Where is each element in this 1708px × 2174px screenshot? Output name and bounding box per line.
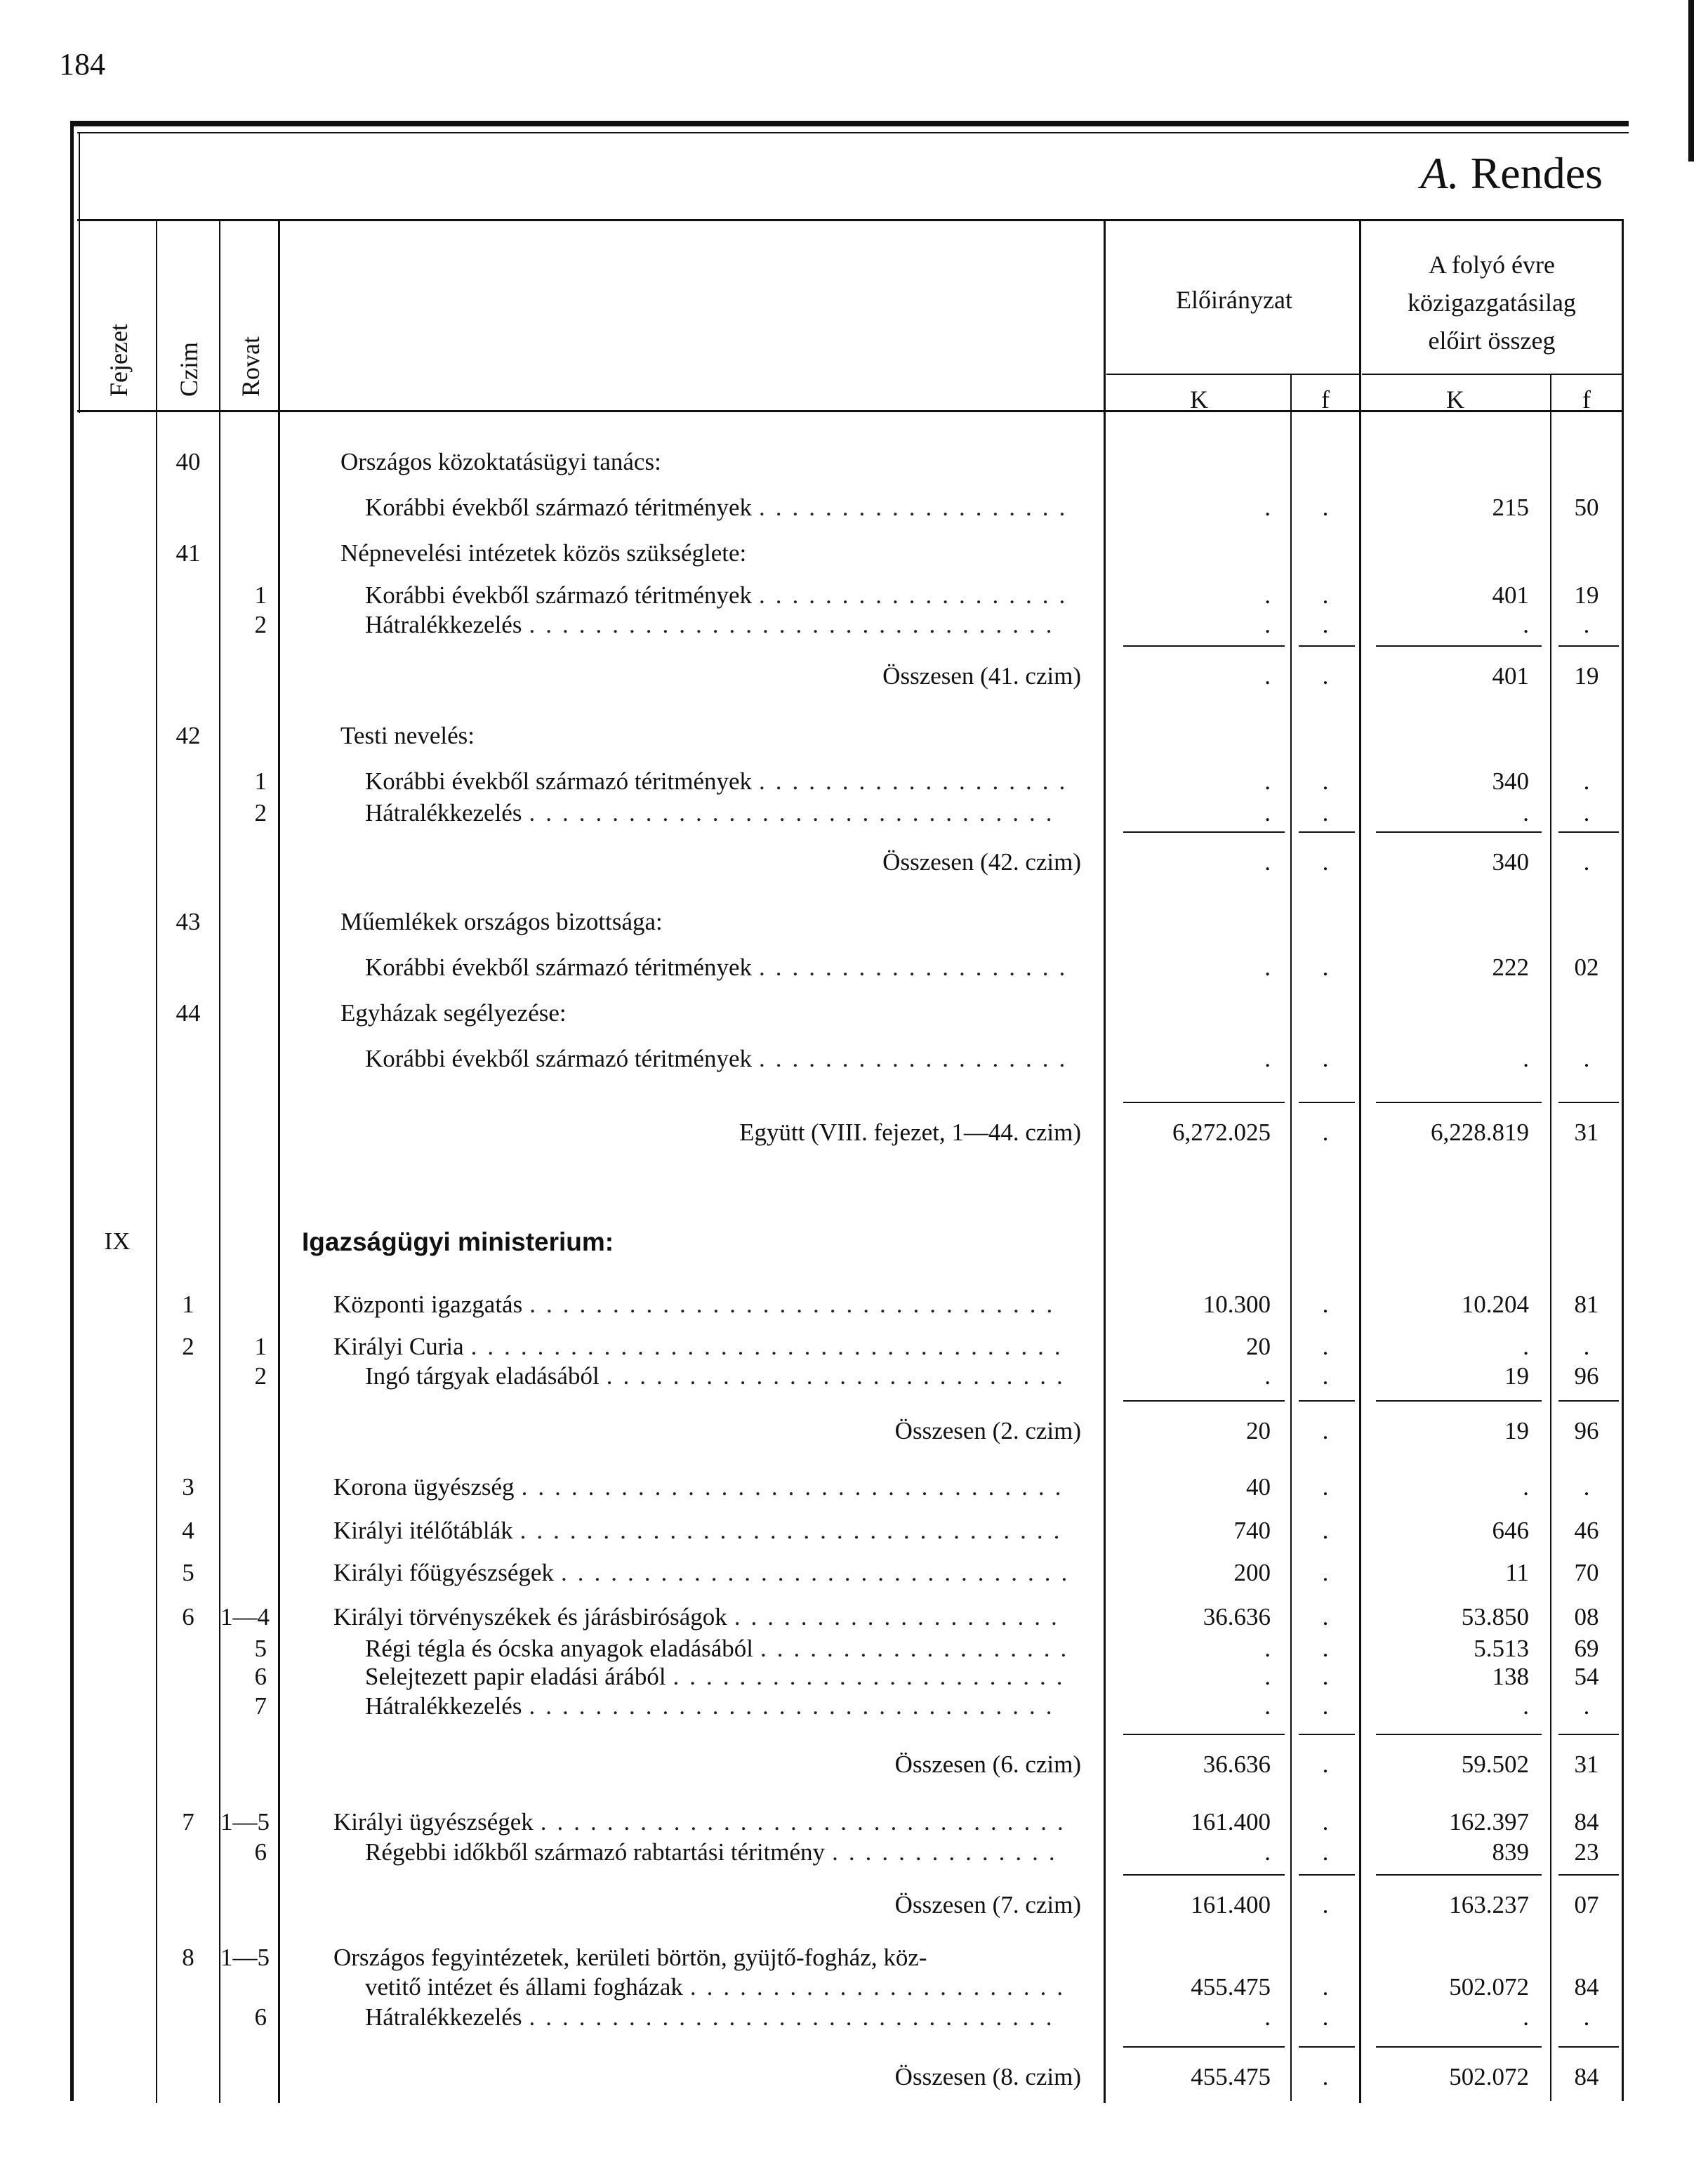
- row-description: Korábbi évekből származó téritmények: [365, 1045, 753, 1072]
- czim-number: 42: [176, 722, 201, 749]
- czim-number: 4: [182, 1517, 194, 1544]
- sum-rule: [1123, 645, 1285, 647]
- total-label: Összesen (42. czim): [882, 848, 1081, 876]
- row-description: Királyi Curia: [333, 1333, 464, 1360]
- eloirt-korona: 162.397: [1449, 1808, 1529, 1836]
- eloiranyzat-korona: 161.400: [1191, 1808, 1271, 1836]
- row-description: Hátralékkezelés: [365, 611, 522, 638]
- eloirt-korona: .: [1523, 1473, 1529, 1501]
- col-line-rovat: [278, 221, 280, 2103]
- leader-dots: ...................: [759, 954, 1076, 981]
- col-line-eloirt-left: [1359, 221, 1361, 2103]
- eloiranyzat-korona: .: [1264, 2003, 1271, 2031]
- leader-dots: ................................: [529, 1291, 1064, 1318]
- page-edge-line: [1688, 0, 1694, 162]
- eloiranyzat-korona: .: [1264, 1362, 1271, 1390]
- header-eloirt-line-1: A folyó évre: [1429, 251, 1555, 279]
- eloiranyzat-filler: .: [1322, 662, 1329, 690]
- eloiranyzat-korona: 161.400: [1191, 1891, 1271, 1918]
- eloirt-korona: .: [1523, 1692, 1529, 1720]
- eloiranyzat-filler: .: [1322, 1417, 1329, 1444]
- eloiranyzat-korona: 36.636: [1203, 1603, 1271, 1630]
- leader-dots: ...............................: [560, 1559, 1078, 1586]
- czim-number: 8: [182, 1944, 194, 1971]
- eloiranyzat-filler: .: [1322, 1119, 1329, 1146]
- eloiranyzat-korona: 20: [1246, 1333, 1271, 1360]
- eloirt-korona: 502.072: [1449, 1973, 1529, 2001]
- total-label: Összesen (41. czim): [882, 662, 1081, 690]
- row-description: Központi igazgatás: [333, 1291, 523, 1318]
- row-description: Régi tégla és ócska anyagok eladásából: [365, 1635, 753, 1662]
- rovat-number: 1—5: [220, 1808, 270, 1836]
- eloirt-filler: .: [1583, 2003, 1590, 2031]
- rovat-number: 5: [254, 1635, 267, 1662]
- eloirt-filler: .: [1583, 611, 1590, 638]
- leader-dots: ................................: [529, 2003, 1063, 2031]
- eloirt-filler: 96: [1574, 1362, 1599, 1390]
- rovat-number: 6: [254, 1838, 267, 1866]
- czim-number: 44: [176, 999, 201, 1027]
- eloirt-korona: 222: [1492, 954, 1529, 981]
- eloirt-filler: 02: [1574, 954, 1599, 981]
- leader-dots: .......................: [689, 1973, 1074, 2001]
- rovat-number: 1—5: [220, 1944, 270, 1971]
- eloiranyzat-korona: .: [1264, 848, 1271, 876]
- section-word: Rendes: [1470, 148, 1603, 198]
- chapter-title: Igazságügyi ministerium:: [302, 1227, 614, 1256]
- row-description: Királyi főügyészségek: [333, 1559, 554, 1586]
- header-czim: Czim: [175, 342, 203, 397]
- eloirt-korona: 53.850: [1461, 1603, 1529, 1630]
- eloirt-korona: 19: [1504, 1362, 1529, 1390]
- unit-rule-right: [1362, 374, 1622, 375]
- eloirt-korona: .: [1523, 611, 1529, 638]
- row-description: Műemlékek országos bizottsága:: [340, 908, 663, 935]
- eloirt-korona: 11: [1505, 1559, 1529, 1586]
- eloiranyzat-filler: .: [1322, 581, 1329, 609]
- row-description: Királyi törvényszékek és járásbiróságok: [333, 1603, 727, 1630]
- sum-rule: [1123, 1102, 1285, 1103]
- czim-number: 3: [182, 1473, 194, 1501]
- sum-rule: [1299, 2046, 1355, 2048]
- rovat-number: 1: [254, 1333, 267, 1360]
- sum-rule: [1376, 1734, 1542, 1735]
- eloiranyzat-korona: 10.300: [1203, 1291, 1271, 1318]
- row-description: Régebbi időkből származó rabtartási téritmény: [365, 1838, 826, 1866]
- total-label: Együtt (VIII. fejezet, 1—44. czim): [739, 1119, 1081, 1146]
- eloiranyzat-korona: 740: [1233, 1517, 1271, 1544]
- rovat-number: 1: [254, 768, 267, 795]
- eloirt-korona: .: [1523, 1045, 1529, 1072]
- eloirt-korona: 839: [1492, 1838, 1529, 1866]
- leader-dots: ..............: [832, 1838, 1066, 1866]
- total-label: Összesen (2. czim): [894, 1417, 1081, 1444]
- section-letter: A.: [1420, 148, 1459, 198]
- sum-rule: [1123, 831, 1285, 833]
- leader-dots: ...................: [759, 1045, 1076, 1072]
- row-description: Hátralékkezelés: [365, 799, 522, 826]
- sum-rule: [1376, 1102, 1542, 1103]
- sum-rule: [1558, 831, 1619, 833]
- eloirt-filler: .: [1583, 1045, 1590, 1072]
- eloiranyzat-filler: .: [1322, 1517, 1329, 1544]
- left-inner-frame-line: [79, 132, 80, 413]
- col-line-eloiranyzat-left: [1104, 221, 1106, 2103]
- row-description: Testi nevelés:: [340, 722, 475, 749]
- leader-dots: ............................: [606, 1362, 1073, 1390]
- eloirt-filler: 46: [1574, 1517, 1599, 1544]
- row-description: Korábbi évekből származó téritmények: [365, 768, 753, 795]
- eloiranyzat-filler: .: [1322, 494, 1329, 521]
- eloirt-korona: 340: [1492, 768, 1529, 795]
- eloirt-korona: 59.502: [1461, 1751, 1529, 1778]
- sum-rule: [1299, 1874, 1355, 1876]
- header-unit-f-eloiranyzat: f: [1321, 386, 1330, 414]
- eloirt-korona: 401: [1492, 581, 1529, 609]
- sum-rule: [1558, 1102, 1619, 1103]
- sum-rule: [1558, 2046, 1619, 2048]
- eloirt-filler: 19: [1574, 581, 1599, 609]
- eloiranyzat-korona: .: [1264, 662, 1271, 690]
- rovat-number: 2: [254, 1362, 267, 1390]
- row-description: Hátralékkezelés: [365, 2003, 522, 2031]
- czim-number: 6: [182, 1603, 194, 1630]
- czim-number: 7: [182, 1808, 194, 1836]
- eloirt-filler: 07: [1574, 1891, 1599, 1918]
- eloiranyzat-filler: .: [1322, 768, 1329, 795]
- right-frame-line: [1622, 219, 1624, 2101]
- eloiranyzat-korona: 40: [1246, 1473, 1271, 1501]
- row-description: Királyi itélőtáblák: [333, 1517, 513, 1544]
- leader-dots: ...................: [759, 768, 1076, 795]
- sum-rule: [1299, 1734, 1355, 1735]
- eloirt-filler: .: [1583, 1333, 1590, 1360]
- leader-dots: ...................: [760, 1635, 1078, 1662]
- sum-rule: [1123, 1400, 1285, 1402]
- eloirt-korona: 5.513: [1474, 1635, 1529, 1662]
- czim-number: 2: [182, 1333, 194, 1360]
- header-top-rule: [77, 219, 1622, 221]
- total-label: Összesen (8. czim): [894, 2063, 1081, 2090]
- eloiranyzat-filler: .: [1322, 1603, 1329, 1630]
- row-description: Hátralékkezelés: [365, 1692, 522, 1720]
- sum-rule: [1123, 2046, 1285, 2048]
- leader-dots: ................................: [529, 611, 1063, 638]
- eloirt-filler: .: [1583, 1473, 1590, 1501]
- eloiranyzat-korona: .: [1264, 581, 1271, 609]
- eloirt-filler: 23: [1574, 1838, 1599, 1866]
- header-fejezet: Fejezet: [105, 324, 133, 397]
- header-unit-k-eloiranyzat: K: [1190, 386, 1208, 414]
- header-eloirt-line-2: közigazgatásilag: [1408, 289, 1576, 317]
- eloiranyzat-filler: .: [1322, 1333, 1329, 1360]
- row-description: Ingó tárgyak eladásából: [365, 1362, 600, 1390]
- eloirt-korona: .: [1523, 799, 1529, 826]
- sum-rule: [1558, 1400, 1619, 1402]
- fejezet-number: IX: [104, 1227, 131, 1255]
- eloiranyzat-filler: .: [1322, 1751, 1329, 1778]
- eloiranyzat-korona: .: [1264, 799, 1271, 826]
- row-description: Országos fegyintézetek, kerületi börtön, gyüjtő-fogház, köz-: [333, 1944, 927, 1971]
- row-description: Népnevelési intézetek közös szükséglete:: [340, 539, 747, 567]
- sum-rule: [1558, 1734, 1619, 1735]
- eloiranyzat-filler: .: [1322, 1808, 1329, 1836]
- eloiranyzat-korona: .: [1264, 1663, 1271, 1690]
- header-rovat: Rovat: [237, 336, 265, 397]
- czim-number: 40: [176, 448, 201, 475]
- eloirt-filler: .: [1583, 848, 1590, 876]
- eloirt-filler: 54: [1574, 1663, 1599, 1690]
- row-description: Egyházak segélyezése:: [340, 999, 567, 1027]
- total-label: Összesen (7. czim): [894, 1891, 1081, 1918]
- sum-rule: [1299, 1400, 1355, 1402]
- eloiranyzat-filler: .: [1322, 1973, 1329, 2001]
- sum-rule: [1376, 1874, 1542, 1876]
- eloiranyzat-korona: .: [1264, 1692, 1271, 1720]
- rovat-number: 6: [254, 1663, 267, 1690]
- leader-dots: ....................: [734, 1603, 1068, 1630]
- sum-rule: [1558, 645, 1619, 647]
- eloirt-korona: 502.072: [1449, 2063, 1529, 2090]
- page-number: 184: [59, 47, 105, 81]
- eloiranyzat-filler: .: [1322, 2063, 1329, 2090]
- eloiranyzat-korona: .: [1264, 1838, 1271, 1866]
- eloiranyzat-filler: .: [1322, 1692, 1329, 1720]
- rovat-number: 1—4: [220, 1603, 270, 1630]
- leader-dots: .................................: [521, 1473, 1072, 1501]
- eloiranyzat-filler: .: [1322, 2003, 1329, 2031]
- eloirt-filler: 31: [1574, 1119, 1599, 1146]
- eloiranyzat-korona: .: [1264, 1045, 1271, 1072]
- eloirt-filler: 84: [1574, 2063, 1599, 2090]
- leader-dots: .................................: [519, 1517, 1071, 1544]
- eloirt-korona: .: [1523, 2003, 1529, 2031]
- eloirt-filler: 70: [1574, 1559, 1599, 1586]
- eloirt-filler: 50: [1574, 494, 1599, 521]
- row-description: Korábbi évekből származó téritmények: [365, 581, 753, 609]
- eloirt-korona: 163.237: [1449, 1891, 1529, 1918]
- eloiranyzat-filler: .: [1322, 1362, 1329, 1390]
- eloiranyzat-filler: .: [1322, 848, 1329, 876]
- eloiranyzat-filler: .: [1322, 1635, 1329, 1662]
- section-title: [1420, 148, 1603, 198]
- eloiranyzat-filler: .: [1322, 1663, 1329, 1690]
- sum-rule: [1299, 645, 1355, 647]
- eloirt-korona: 10.204: [1461, 1291, 1529, 1318]
- eloiranyzat-filler: .: [1322, 954, 1329, 981]
- eloiranyzat-korona: .: [1264, 768, 1271, 795]
- eloirt-korona: 138: [1492, 1663, 1529, 1690]
- sum-rule: [1299, 831, 1355, 833]
- row-description: Országos közoktatásügyi tanács:: [340, 448, 661, 475]
- eloirt-korona: 401: [1492, 662, 1529, 690]
- left-frame-line: [70, 121, 74, 2101]
- eloirt-filler: .: [1583, 1692, 1590, 1720]
- czim-number: 1: [182, 1291, 194, 1318]
- eloirt-filler: 19: [1574, 662, 1599, 690]
- eloiranyzat-korona: 36.636: [1203, 1751, 1271, 1778]
- eloirt-filler: 84: [1574, 1973, 1599, 2001]
- eloirt-filler: 84: [1574, 1808, 1599, 1836]
- czim-number: 43: [176, 908, 201, 935]
- eloiranyzat-korona: 455.475: [1191, 2063, 1271, 2090]
- leader-dots: ................................: [540, 1808, 1074, 1836]
- leader-dots: ....................................: [470, 1333, 1071, 1360]
- top-rule-thin: [77, 132, 1629, 133]
- eloirt-korona: 19: [1504, 1417, 1529, 1444]
- sum-rule: [1558, 1874, 1619, 1876]
- eloiranyzat-filler: .: [1322, 1559, 1329, 1586]
- sum-rule: [1123, 1874, 1285, 1876]
- header-unit-f-eloirt: f: [1582, 386, 1591, 414]
- czim-number: 41: [176, 539, 201, 567]
- leader-dots: ................................: [529, 1692, 1063, 1720]
- eloiranyzat-filler: .: [1322, 611, 1329, 638]
- row-description: Korábbi évekből származó téritmények: [365, 954, 753, 981]
- leader-dots: ........................: [673, 1663, 1073, 1690]
- eloiranyzat-filler: .: [1322, 1838, 1329, 1866]
- top-rule-thick: [70, 121, 1629, 126]
- row-description: Korona ügyészség: [333, 1473, 515, 1501]
- eloirt-korona: 6,228.819: [1431, 1119, 1529, 1146]
- row-description: Korábbi évekből származó téritmények: [365, 494, 753, 521]
- leader-dots: ...................: [759, 581, 1076, 609]
- header-eloirt: [1362, 246, 1622, 360]
- czim-number: 5: [182, 1559, 194, 1586]
- rovat-number: 7: [254, 1692, 267, 1720]
- eloirt-filler: 31: [1574, 1751, 1599, 1778]
- eloirt-filler: .: [1583, 768, 1590, 795]
- eloirt-korona: 215: [1492, 494, 1529, 521]
- rovat-number: 6: [254, 2003, 267, 2031]
- eloiranyzat-filler: .: [1322, 1045, 1329, 1072]
- eloiranyzat-korona: .: [1264, 954, 1271, 981]
- eloirt-filler: 69: [1574, 1635, 1599, 1662]
- eloiranyzat-filler: .: [1322, 1891, 1329, 1918]
- sum-rule: [1123, 1734, 1285, 1735]
- row-description: vetitő intézet és állami fogházak: [365, 1973, 683, 2001]
- eloiranyzat-filler: .: [1322, 1291, 1329, 1318]
- eloirt-korona: 646: [1492, 1517, 1529, 1544]
- eloiranyzat-korona: 6,272.025: [1172, 1119, 1271, 1146]
- eloiranyzat-korona: .: [1264, 611, 1271, 638]
- header-eloiranyzat: Előirányzat: [1176, 286, 1292, 314]
- eloiranyzat-filler: .: [1322, 799, 1329, 826]
- sum-rule: [1376, 831, 1542, 833]
- col-line-eloirt-kf: [1550, 374, 1551, 2101]
- rovat-number: 2: [254, 611, 267, 638]
- eloiranyzat-korona: 200: [1233, 1559, 1271, 1586]
- eloirt-filler: 96: [1574, 1417, 1599, 1444]
- eloiranyzat-filler: .: [1322, 1473, 1329, 1501]
- rovat-number: 2: [254, 799, 267, 826]
- sum-rule: [1376, 2046, 1542, 2048]
- eloiranyzat-korona: 455.475: [1191, 1973, 1271, 2001]
- header-unit-k-eloirt: K: [1446, 386, 1464, 414]
- eloiranyzat-korona: .: [1264, 494, 1271, 521]
- sum-rule: [1376, 1400, 1542, 1402]
- eloirt-filler: 81: [1574, 1291, 1599, 1318]
- eloiranyzat-korona: 20: [1246, 1417, 1271, 1444]
- eloirt-korona: .: [1523, 1333, 1529, 1360]
- rovat-number: 1: [254, 581, 267, 609]
- leader-dots: ...................: [759, 494, 1076, 521]
- eloiranyzat-korona: .: [1264, 1635, 1271, 1662]
- row-description: Királyi ügyészségek: [333, 1808, 534, 1836]
- row-description: Selejtezett papir eladási árából: [365, 1663, 666, 1690]
- leader-dots: ................................: [529, 799, 1063, 826]
- total-label: Összesen (6. czim): [894, 1751, 1081, 1778]
- eloirt-korona: 340: [1492, 848, 1529, 876]
- unit-rule-left: [1106, 374, 1359, 375]
- sum-rule: [1376, 645, 1542, 647]
- sum-rule: [1299, 1102, 1355, 1103]
- eloirt-filler: 08: [1574, 1603, 1599, 1630]
- col-line-eloiranyzat-kf: [1290, 374, 1292, 2101]
- header-eloirt-line-3: előirt összeg: [1428, 327, 1556, 355]
- eloirt-filler: .: [1583, 799, 1590, 826]
